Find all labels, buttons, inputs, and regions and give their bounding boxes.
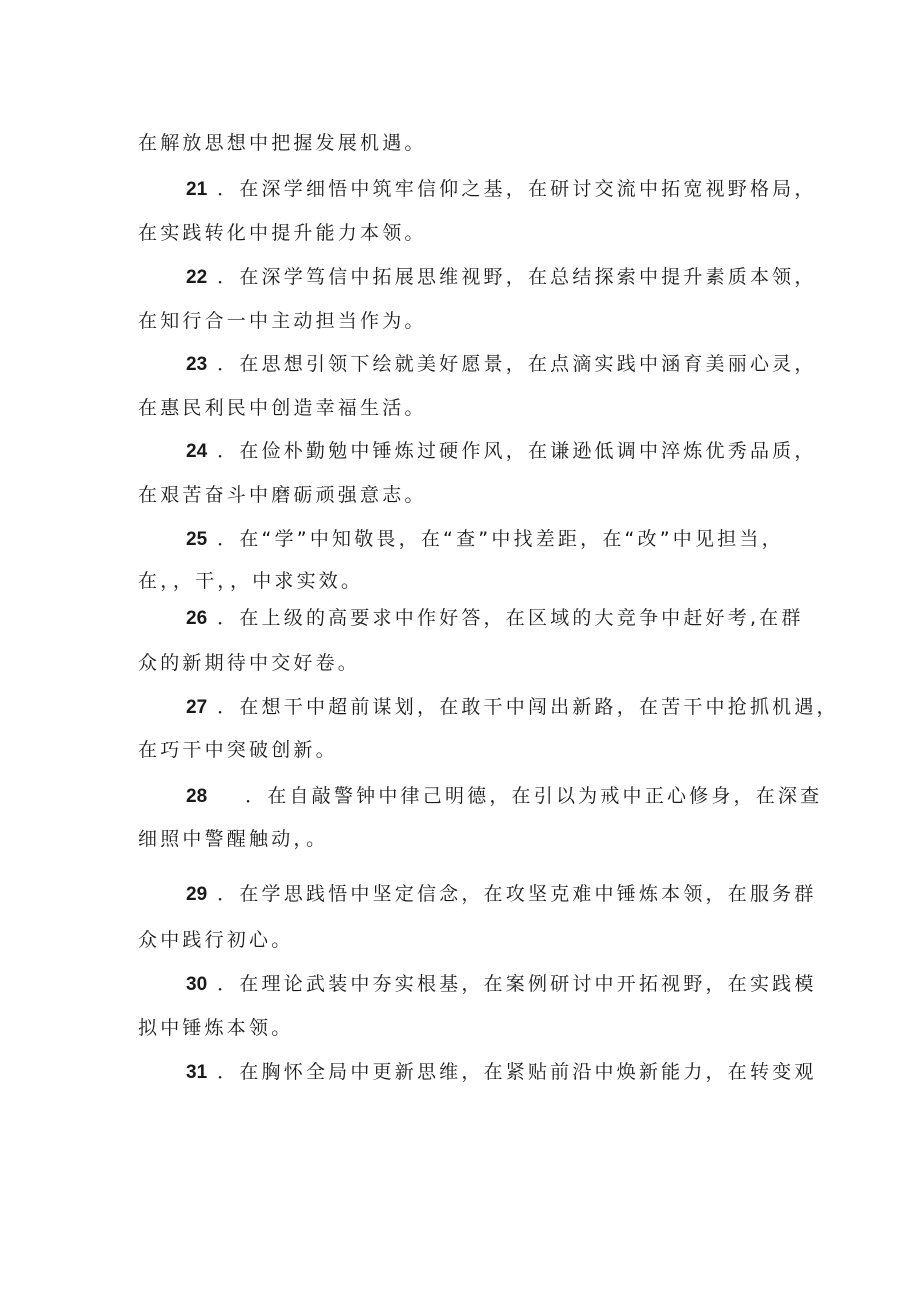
item-22-line-1 [186,265,817,290]
item-text: ．在自敲警钟中律己明德，在引以为戒中正心修身，在深查 [245,785,823,807]
item-number: 28 [186,786,208,807]
item-28-line-2: 细照中警醒触动，。 [138,828,329,850]
item-number: 26 [186,608,208,629]
item-29-line-1 [186,882,817,907]
item-number: 22 [186,267,208,288]
item-number: 30 [186,974,208,995]
item-27-line-1 [186,695,839,720]
item-number: 31 [186,1062,208,1083]
item-text: ．在俭朴勤勉中锤炼过硬作风，在谦逊低调中淬炼优秀品质， [217,440,817,462]
item-24-line-1 [186,439,817,464]
item-25-line-1 [186,527,784,552]
item-28-line-1 [186,784,822,809]
item-text: ．在学思践悟中坚定信念，在攻坚克难中锤炼本领，在服务群 [217,883,817,905]
item-29-line-2: 众中践行初心。 [138,929,294,951]
item-text: ．在思想引领下绘就美好愿景，在点滴实践中涵育美丽心灵， [217,353,817,375]
item-text: ．在上级的高要求中作好答，在区域的大竞争中赶好考,在群 [217,607,804,629]
item-26-line-2: 众的新期待中交好卷。 [138,652,361,674]
item-27-line-2: 在巧干中突破创新。 [138,739,338,761]
item-text: ．在深学细悟中筑牢信仰之基，在研讨交流中拓宽视野格局， [217,178,817,200]
item-22-line-2: 在知行合一中主动担当作为。 [138,310,427,332]
item-26-line-1 [186,606,804,631]
lead-line: 在解放思想中把握发展机遇。 [138,132,427,154]
item-number: 25 [186,529,208,550]
item-number: 21 [186,179,208,200]
item-text: ．在“学”中知敬畏，在“查”中找差距，在“改”中见担当， [217,528,784,550]
item-number: 23 [186,354,208,375]
item-number: 24 [186,441,208,462]
item-23-line-2: 在惠民利民中创造幸福生活。 [138,397,427,419]
item-30-line-1 [186,972,817,997]
item-30-line-2: 拟中锤炼本领。 [138,1017,294,1039]
item-number: 29 [186,884,208,905]
item-21-line-1 [186,177,817,202]
item-31-line-1 [186,1060,817,1085]
item-text: ．在理论武装中夯实根基，在案例研讨中开拓视野，在实践模 [217,973,817,995]
item-24-line-2: 在艰苦奋斗中磨砺顽强意志。 [138,484,427,506]
item-text: ．在胸怀全局中更新思维，在紧贴前沿中焕新能力，在转变观 [217,1061,817,1083]
item-23-line-1 [186,352,817,377]
item-25-line-2: 在，，干，，中求实效。 [138,570,364,592]
item-number: 27 [186,697,208,718]
item-21-line-2: 在实践转化中提升能力本领。 [138,222,427,244]
item-text: ．在想干中超前谋划，在敢干中闯出新路，在苦干中抢抓机遇， [217,696,839,718]
item-text: ．在深学笃信中拓展思维视野，在总结探索中提升素质本领， [217,266,817,288]
